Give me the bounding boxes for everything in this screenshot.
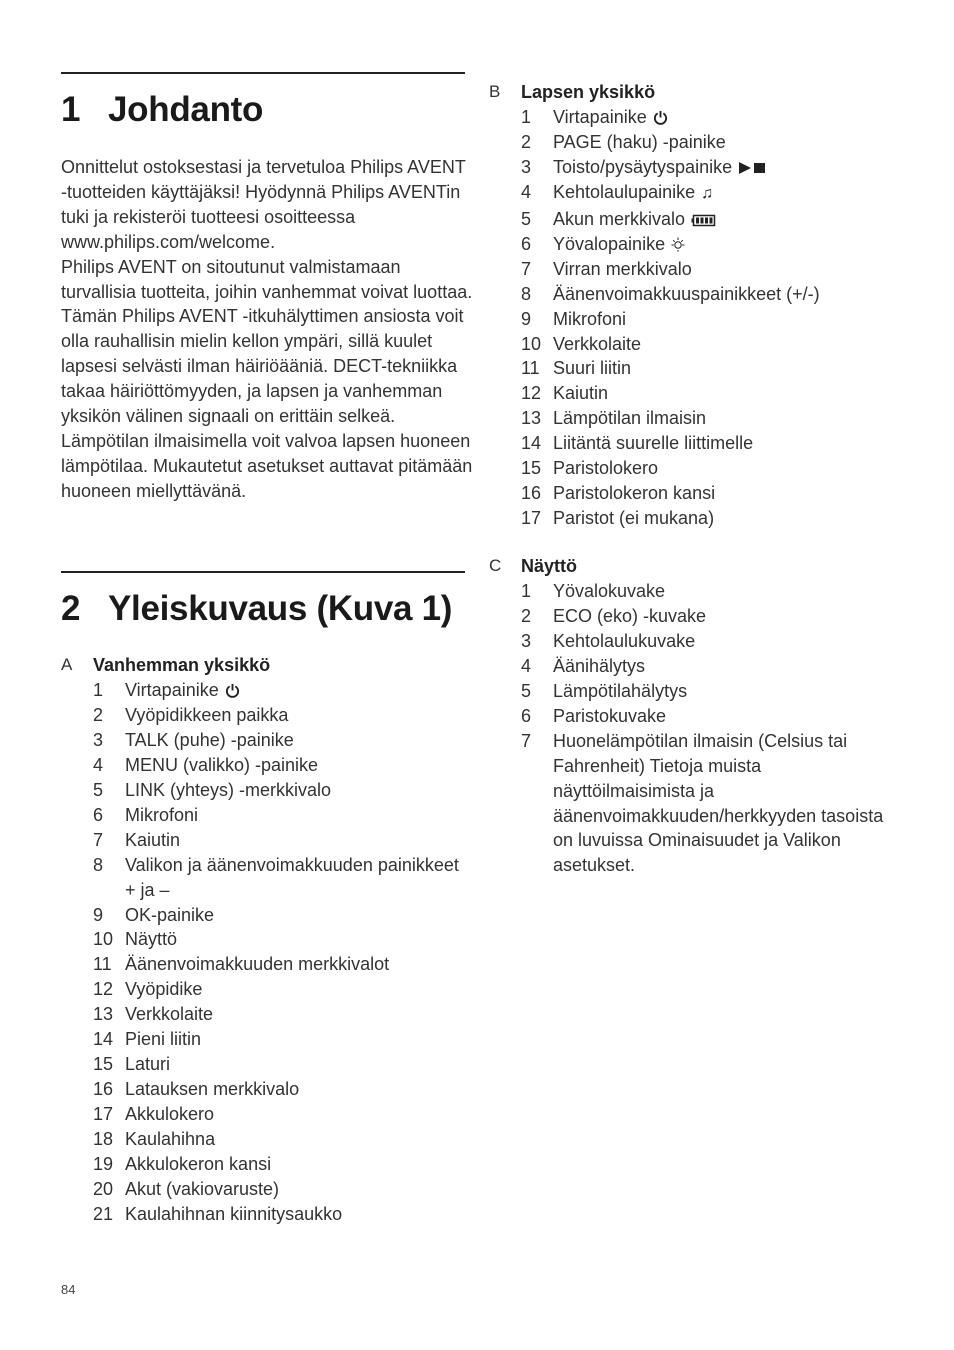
intro-paragraph-3: Lämpötilan ilmaisimella voit valvoa lapsen huoneen lämpötilaa. Mukautetut asetukset auttavat pitämään huoneen miellyttävänä. [61,430,473,501]
list-item [489,332,909,357]
list-item [61,1177,481,1202]
item-number: 6 [93,804,104,825]
item-number: 7 [93,829,104,850]
list-item [61,927,481,952]
list-item [489,704,909,729]
item-number: 7 [521,258,532,279]
light-icon [671,237,685,252]
item-number: 12 [93,979,114,1000]
item-number: 6 [521,233,532,254]
item-text: Kaiutin [553,383,609,404]
item-number: 11 [521,358,540,379]
item-text: Paristokuvake [553,705,667,726]
list-item [489,232,909,257]
list-item [61,703,481,728]
item-number: 3 [93,729,104,750]
power-icon [225,683,240,698]
list-item [61,728,481,753]
list-item [489,506,909,531]
chapter-2-title: Yleiskuvaus (Kuva 1) [108,589,453,628]
item-number: 13 [93,1004,114,1025]
item-number: 1 [93,679,104,700]
item-number: 1 [521,580,532,601]
chapter-1-rule [61,72,465,74]
item-number: 11 [93,954,112,975]
list-item [489,579,909,604]
item-text: Paristot (ei mukana) [553,508,715,529]
section-c [489,554,909,878]
list-item [489,257,909,282]
item-text: Latauksen merkkivalo [125,1079,300,1100]
item-text: Paristolokero [553,458,659,479]
list-item [61,828,481,853]
item-number: 16 [521,483,542,504]
list-item [61,1152,481,1177]
chapter-2-number: 2 [61,589,81,628]
item-number: 5 [93,779,104,800]
item-text: Akkulokeron kansi [125,1154,272,1175]
item-number: 21 [93,1203,114,1224]
list-item [489,654,909,679]
item-number: 2 [93,704,104,725]
item-text: Mikrofoni [125,804,199,825]
item-number: 10 [521,333,542,354]
item-number: 9 [93,904,104,925]
section-c-header [489,554,909,579]
list-item [489,207,909,232]
item-number: 13 [521,408,542,429]
section-a-letter: A [61,655,73,674]
list-item [489,105,909,130]
section-b-letter: B [489,82,501,101]
item-number: 6 [521,705,532,726]
list-item [61,1027,481,1052]
list-item [489,356,909,381]
page-number: 84 [61,1282,76,1297]
item-number: 18 [93,1129,114,1150]
chapter-2-heading [61,589,452,629]
section-a-header [61,653,481,678]
intro-text [61,155,473,504]
item-text: Kaiutin [125,829,181,850]
item-text: Äänihälytys [553,655,646,676]
section-b-title: Lapsen yksikkö [521,82,656,102]
intro-paragraph-1: Onnittelut ostoksestasi ja tervetuloa Philips AVENT -tuotteiden käyttäjäksi! Hyödynnä Philips AVENTin tuki ja rekisteröi tuotteesi osoitteessa www.philips.com/welcome. [61,157,466,252]
item-number: 20 [93,1179,114,1199]
item-text: Näyttö [125,929,178,950]
item-text: Verkkolaite [125,1004,214,1025]
list-item [61,952,481,977]
item-text: TALK (puhe) -painike [125,729,294,750]
item-number: 2 [521,605,532,626]
chapter-1-title: Johdanto [108,90,264,129]
item-number: 7 [521,730,532,751]
list-item [61,903,481,928]
item-text: Mikrofoni [553,308,627,329]
item-text: Vyöpidikkeen paikka [125,704,289,725]
item-number: 4 [93,754,104,775]
item-number: 10 [93,929,114,950]
item-text: ECO (eko) -kuvake [553,605,707,626]
list-item [61,1052,481,1077]
list-item [489,456,909,481]
intro-paragraph-2: Philips AVENT on sitoutunut valmistamaan turvallisia tuotteita, joihin vanhemmat voivat luottaa. Tämän Philips AVENT -itkuhälyttimen ansiosta voit olla rauhallisin mielin kellon ympäri, sillä kuulet lapsesi selvästi ilman häiriöääniä. DECT-tekniikka takaa häiriöttömyyden, ja lapsen ja vanhemman yksikön välinen signaali on erittäin selkeä. [61,256,473,427]
chapter-1-number: 1 [61,90,81,129]
list-item [489,729,887,879]
item-text: Huonelämpötilan ilmaisin (Celsius tai Fahrenheit) Tietoja muista näyttöilmaisimista ja äänenvoimakkuuden/herkkyyden tasoista on luvuissa Ominaisuudet ja Valikon asetukset. [553,730,884,876]
item-text: Virtapainike [553,106,647,127]
chapter-1-heading [61,90,263,130]
list-item [61,1077,481,1102]
section-a-title: Vanhemman yksikkö [93,655,271,675]
item-text: Kehtolaulupainike [553,181,696,202]
list-item [61,1202,481,1227]
item-number: 1 [521,106,532,127]
list-item [489,431,909,456]
item-number: 17 [521,508,542,529]
item-text: Virtapainike [125,679,219,700]
list-item [61,678,481,703]
section-c-letter: C [489,556,502,575]
list-item [489,406,909,431]
item-text: Kaulahihna [125,1129,216,1150]
list-item [61,778,481,803]
item-text: Valikon ja äänenvoimakkuuden painikkeet + ja – [125,854,459,900]
section-b [489,80,909,531]
item-number: 14 [521,433,542,454]
item-text: Toisto/pysäytyspainike [553,156,733,177]
list-item [489,282,909,307]
item-number: 3 [521,156,532,177]
item-number: 16 [93,1079,114,1100]
item-text: Pieni liitin [125,1029,202,1050]
item-number: 15 [93,1054,114,1075]
item-text: Laturi [125,1054,171,1075]
item-text: Virran merkkivalo [553,258,692,279]
item-number: 9 [521,308,532,329]
list-item [489,629,909,654]
item-number: 5 [521,680,532,701]
item-number: 5 [521,208,532,229]
item-text: Suuri liitin [553,358,632,379]
list-item [61,977,481,1002]
item-text: Lämpötilan ilmaisin [553,408,707,429]
item-number: 14 [93,1029,114,1050]
item-text: Vyöpidike [125,979,203,1000]
item-text: Yövalokuvake [553,580,666,601]
list-item [489,381,909,406]
list-item [489,130,909,155]
item-number: 2 [521,131,532,152]
item-text: Akkulokero [125,1104,215,1125]
item-text: Lämpötilahälytys [553,680,688,701]
item-text: Äänenvoimakkuuspainikkeet (+/-) [553,283,820,304]
list-item [61,853,461,903]
item-number: 8 [93,854,104,875]
item-text: Liitäntä suurelle liittimelle [553,433,754,454]
power-icon [653,110,668,125]
item-number: 4 [521,655,532,676]
item-number: 17 [93,1104,114,1125]
item-text: Verkkolaite [553,333,642,354]
list-item [61,1102,481,1127]
item-text: Kaulahihnan kiinnitysaukko [125,1203,343,1224]
item-text: LINK (yhteys) -merkkivalo [125,779,332,800]
play-stop-icon [738,161,768,175]
item-text: Akun merkkivalo [553,208,686,229]
item-number: 3 [521,630,532,651]
list-item [489,180,909,207]
item-text: Akut (vakiovaruste) [125,1179,280,1199]
item-text: MENU (valikko) -painike [125,754,319,775]
list-item [489,481,909,506]
chapter-2-rule [61,571,465,573]
item-text: Paristolokeron kansi [553,483,716,504]
music-note-icon: ♫ [701,184,714,202]
list-item [61,803,481,828]
item-number: 19 [93,1154,114,1175]
section-b-header [489,80,909,105]
list-item [61,753,481,778]
list-item [61,1002,481,1027]
list-item [489,307,909,332]
item-text: PAGE (haku) -painike [553,131,726,152]
section-a [61,653,481,1227]
item-text: Äänenvoimakkuuden merkkivalot [125,954,390,975]
item-text: OK-painike [125,904,215,925]
list-item [489,679,909,704]
list-item [61,1127,481,1152]
item-text: Kehtolaulukuvake [553,630,696,651]
list-item [489,604,909,629]
item-number: 4 [521,181,532,202]
item-text: Yövalopainike [553,233,666,254]
list-item [489,155,909,180]
item-number: 8 [521,283,532,304]
item-number: 15 [521,458,542,479]
battery-icon [691,214,717,227]
section-c-title: Näyttö [521,556,578,576]
item-number: 12 [521,383,542,404]
